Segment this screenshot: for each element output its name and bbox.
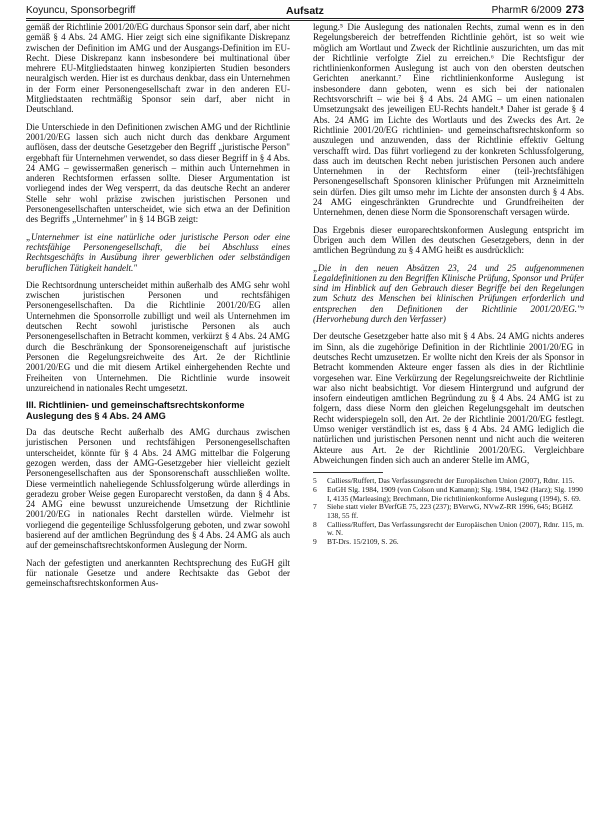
footnote (313, 486, 584, 503)
paragraph: Der deutsche Gesetzgeber hatte also mit § 4 Abs. 24 AMG nichts anderes im Sinn, als die zugehörige Definition in der Richtlinie 2001/20/EG in deutsches Recht umzusetzen. Er wollte nicht den Kreis der als Sponsor in Betracht kommenden Akteure enger fassen als dies in der Richtlinie vorgesehen war. Eine Verkürzung der Regelungsreichweite der Richtlinie war also nicht beabsichtigt. Vor diesem Hintergrund und aufgrund der insofern eindeutigen amtlichen Begründung zu § 4 Abs. 24 AMG ist zu folgern, dass diese Norm den gleichen Regelungsgehalt im deutschen Recht widerspiegeln soll, den Art. 2e der Richtlinie 2001/20/EG festlegt. Umso weniger verständlich ist es, dass § 4 Abs. 24 AMG lediglich die natürlichen und juristischen Personen nennt und nicht auch die weiteren Akteure aus Art. 2e der Richtlinie 2001/20/EG. Vergleichbare Abweichungen finden sich auch an anderer Stelle im AMG, (313, 331, 584, 465)
footnote-text: Calliess/Ruffert, Das Verfassungsrecht der Europäischen Union (2007), Rdnr. 115. (327, 476, 575, 486)
running-head-author: Koyuncu, Sponsorbegriff (26, 5, 136, 16)
paragraph: Nach der gefestigten und anerkannten Rechtsprechung des EuGH gilt für nationale Gesetze und andere Rechtsakte das Gebot der gemeinschaftsrechtskonformen Aus- (26, 557, 290, 589)
paragraph: legung.⁵ Die Auslegung des nationalen Rechts, zumal wenn es in den Regelungsbereich der betreffenden Richtlinie gehört, ist so weit wie möglich am Wortlaut und Zweck der Richtlinie auszurichten, um das mit der Richtlinie verfolgte Ziel zu erreichen.⁶ Die Rechtsfigur der richtlinienkonformen Auslegung ist auch von den obersten deutschen Gerichten anerkannt.⁷ Eine richtlinienkonforme Auslegung ist insbesondere dann geboten, wenn es sich bei der nationalen Rechtsvorschrift – wie bei § 4 Abs. 24 AMG – um einen nationalen Umsetzungsakt des jeweiligen EU-Rechts handelt.⁸ Daher ist gerade § 4 Abs. 24 AMG im Lichte des Wortlauts und des Zwecks des Art. 2e Richtlinie 2001/20/EG richtlinien- und gemeinschaftsrechtskonform so auszulegen und anzuwenden, dass der Richtlinie effektiv Geltung verschafft wird. Das führt vorliegend zu der konkreten Schlussfolgerung, dass auch im deutschen Recht neben juristischen Personen auch andere Unternehmen in der Rechtsform einer (teil-)rechtsfähigen Personengesellschaft Sponsoren klinischer Prüfungen mit Arzneimitteln sein dürfen. Dies gilt umso mehr im Lichte der ansonsten durch § 4 Abs. 24 AMG eingeschränkten Grundrechte und Grundfreiheiten der Unternehmen, denen diese Norm die Sponsorenschaft versagen würde. (313, 22, 584, 218)
page-number: 273 (565, 4, 584, 16)
footnote (313, 538, 584, 547)
footnote-text: EuGH Slg. 1984, 1909 (von Colson und Kamann); Slg. 1984, 1942 (Harz); Slg. 1990 I, 4135 (Marleasing); Brechmann, Die richtlinienkonforme Auslegung (1994), S. 69. (327, 484, 583, 503)
journal-info (492, 4, 584, 16)
footnote (313, 503, 584, 520)
page-header (26, 0, 584, 20)
block-quote: „Die in den neuen Absätzen 23, 24 und 25 aufgenommenen Legaldefinitionen zu den Begriffen Klinische Prüfung, Sponsor und Prüfer sind im Hinblick auf den Gebrauch dieser Begriffe bei den Regelungen zum Schutz des Menschen bei klinischen Prüfungen erforderlich und entsprechen den Definitionen der Richtlinie 2001/20/EG."⁹ (Hervorhebung durch den Verfasser) (313, 262, 584, 325)
block-quote: „Unternehmer ist eine natürliche oder juristische Person oder eine rechtsfähige Personengesellschaft, die bei Abschluss eines Rechtsgeschäfts in Ausübung ihrer gewerblichen oder selbständigen beruflichen Tätigkeit handelt." (26, 231, 290, 273)
paragraph: gemäß der Richtlinie 2001/20/EG durchaus Sponsor sein darf, aber nicht gemäß § 4 Abs. 24 AMG. Hier zeigt sich eine signifikante Diskrepanz zwischen der Definition im AMG und der Ausgangs-Definition im EU-Recht. Diese Diskrepanz kann insbesondere bei multinational über mehrere EU-Mitgliedstaaten hinweg konzipierten Studien besonders neuralgisch werden. Hier ist es durchaus denkbar, dass ein Unternehmen in der Form einer Personengesellschaft zwar in den anderen EU-Mitgliedstaaten rechtmäßig Sponsor sein darf, aber nicht in Deutschland. (26, 22, 290, 115)
section-heading: III. Richtlinien- und gemeinschaftsrechtskonforme Auslegung des § 4 Abs. 24 AMG (26, 400, 245, 421)
journal-name: PharmR 6/2009 (491, 5, 562, 16)
footnote-text: Siehe statt vieler BVerfGE 75, 223 (237); BVerwG, NVwZ-RR 1996, 645; BGHZ 138, 55 ff. (327, 502, 573, 520)
header-rule (26, 18, 584, 19)
left-column (26, 22, 290, 596)
footnote-text: BT-Drs. 15/2109, S. 26. (327, 537, 399, 547)
footnote-number: 7 (313, 502, 317, 512)
footnote-number: 8 (313, 519, 317, 529)
paragraph: Das Ergebnis dieser europarechtskonformen Auslegung entspricht im Übrigen auch dem Willen des deutschen Gesetzgebers, denn in der amtlichen Begründung zu § 4 AMG heißt es ausdrücklich: (313, 224, 584, 256)
footnote-rule (313, 472, 383, 473)
footnote (313, 521, 584, 538)
footnote-text: Calliess/Ruffert, Das Verfassungsrecht der Europäischen Union (2007), Rdnr. 115, m. w. N. (327, 519, 584, 538)
paragraph: Die Rechtsordnung unterscheidet mithin außerhalb des AMG sehr wohl zwischen juristischen Personen und rechtsfähigen Personengesellschaften. Da die Richtlinie 2001/20/EG allen Unternehmen die Sponsorrolle zubilligt und weil als Unternehmen im deutschen Recht sowohl juristische Personen als auch Personengesellschaften in Betracht kommen, verkürzt § 4 Abs. 24 AMG durch die Beschränkung der Sponsoreneigenschaft auf juristische Personen die Regelungsreichweite des Art. 2e der Richtlinie 2001/20/EG und die mit diesem Artikel einhergehenden Rechte und Freiheiten von Unternehmen. Die Richtlinie wurde insoweit unzureichend in nationales Recht umgesetzt. (26, 279, 290, 393)
paragraph: Die Unterschiede in den Definitionen zwischen AMG und der Richtlinie 2001/20/EG lassen sich auch nicht durch das denkbare Argument auflösen, dass der deutsche Gesetzgeber den Begriff „juristische Person" ergebhaft für Unternehmen verwendet, so dass dieser Begriff in § 4 Abs. 24 AMG – gewissermaßen generisch – mithin auch Unternehmen in anderen Rechtsformen erfassen sollte. Dieser Argumentation ist vorliegend indes der Weg versperrt, da das deutsche Recht an anderer Stelle sehr wohl präzise zwischen juristischen Personen und Personengesellschaften unterscheidet, wie sich etwa an der Definition des Begriffs „Unternehmer" in § 14 BGB zeigt: (26, 121, 290, 225)
section-label: Aufsatz (286, 5, 324, 17)
footnotes (313, 477, 584, 547)
footnote-number: 9 (313, 537, 317, 547)
right-column (313, 22, 584, 547)
paragraph: Da das deutsche Recht außerhalb des AMG durchaus zwischen juristischen Personen und rechtsfähigen Personengesellschaften unterscheidet, könnte für § 4 Abs. 24 AMG mittelbar die Folgerung gezogen werden, dass der AMG-Gesetzgeber hier vielleicht gezielt Personengesellschaften aus der Sponsorenschaft ausschließen wollte. Diese vermeintlich naheliegende Schlussfolgerung würde allerdings in geradezu grober Weise gegen Europarecht verstoßen, da dann § 4 Abs. 24 AMG eine bewusst unzureichende Umsetzung der Richtlinie 2001/20/EG in nationales Recht darstellen würde. Vielmehr ist vorliegend die gegenteilige Schlussfolgerung geboten, und zwar sowohl basierend auf der amtlichen Begründung des § 4 Abs. 24 AMG als auch auf der gemeinschaftsrechtskonformen Auslegung der Norm. (26, 427, 290, 551)
footnote-number: 6 (313, 484, 317, 494)
footnote-number: 5 (313, 476, 317, 486)
header-rule-thin (26, 20, 584, 21)
